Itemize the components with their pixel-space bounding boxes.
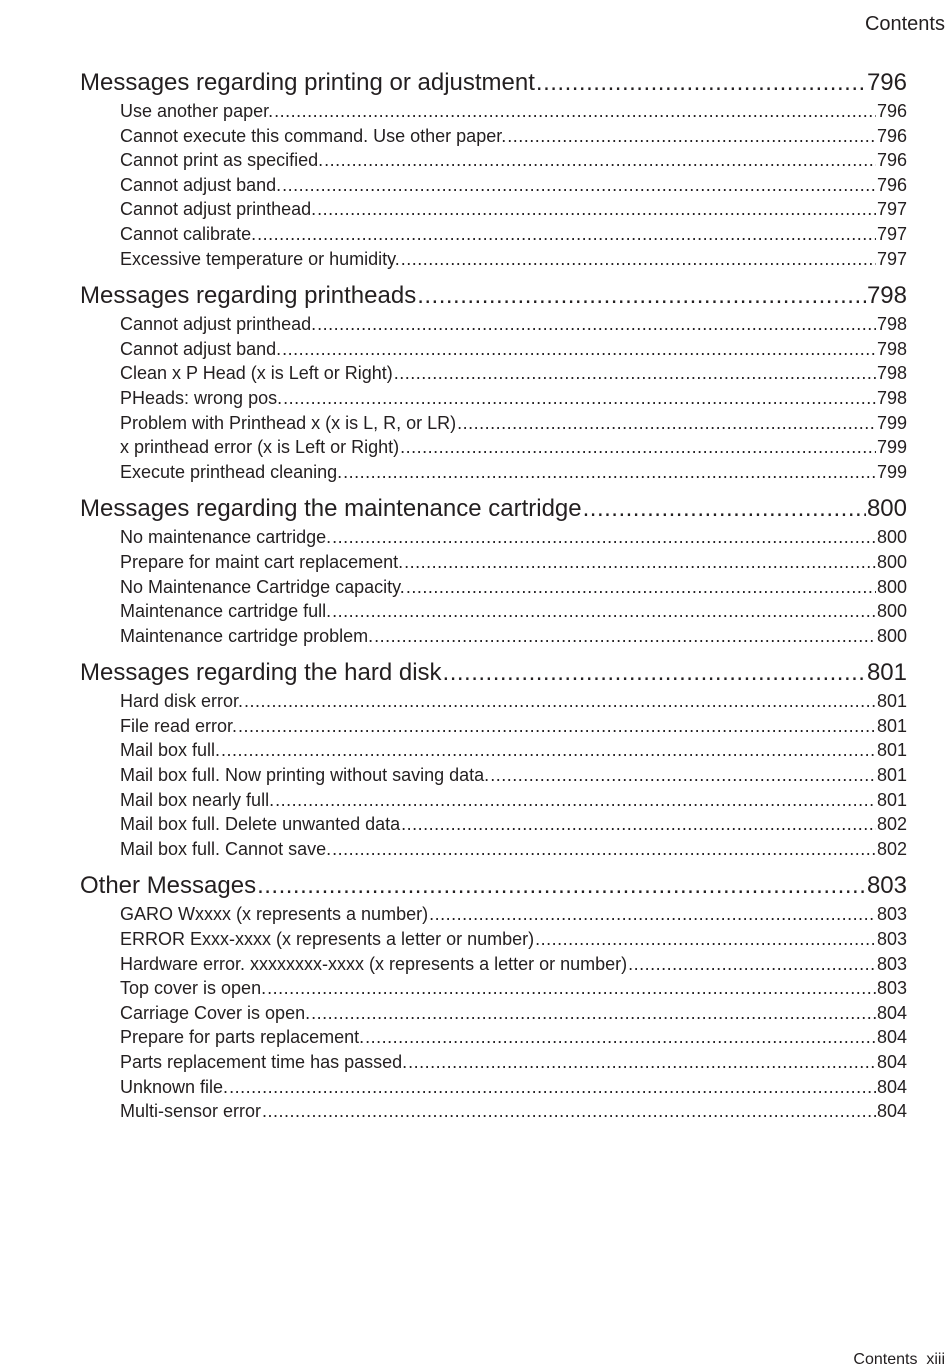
dot-leader [317, 197, 876, 222]
entry-text: Mail box full. Cannot save. [120, 838, 332, 859]
entry-text: Cannot execute this command. Use other paper. [120, 125, 507, 146]
toc-entry[interactable] [80, 222, 907, 247]
toc-entry[interactable] [80, 550, 907, 575]
toc-section [80, 492, 907, 648]
entry-page-number: 797 [876, 199, 907, 220]
entry-page-number: 800 [876, 576, 907, 597]
toc-entry[interactable] [80, 1025, 907, 1050]
section-page-number: 798 [866, 282, 907, 310]
entry-page-number: 803 [876, 929, 907, 950]
entry-page-number: 796 [876, 150, 907, 171]
entry-text: Prepare for parts replacement. [120, 1027, 365, 1048]
entry-text: Mail box nearly full. [120, 789, 275, 810]
toc-entry[interactable] [80, 763, 907, 788]
entry-text: PHeads: wrong pos. [120, 387, 283, 408]
dot-leader [274, 99, 876, 124]
toc-section-heading[interactable] [80, 492, 907, 525]
entry-page-number: 804 [876, 1076, 907, 1097]
entry-page-number: 798 [876, 363, 907, 384]
toc-entry[interactable] [80, 247, 907, 272]
dot-leader [275, 788, 876, 813]
entry-page-number: 802 [876, 814, 907, 835]
entry-page-number: 800 [876, 601, 907, 622]
entry-text: Mail box full. Now printing without saving data. [120, 765, 490, 786]
dot-leader [324, 148, 876, 173]
section-page-number: 801 [866, 659, 907, 687]
entry-page-number: 803 [876, 978, 907, 999]
toc-entry[interactable] [80, 812, 907, 837]
dot-leader [408, 1050, 876, 1075]
toc-section-heading[interactable] [80, 656, 907, 689]
dot-leader [628, 952, 876, 977]
entry-text: Multi-sensor error [120, 1101, 262, 1122]
section-page-number: 796 [866, 69, 907, 96]
toc-entry[interactable] [80, 197, 907, 222]
toc-entry[interactable] [80, 714, 907, 739]
entry-text: Hardware error. xxxxxxxx-xxxx (x represents a letter or number) [120, 953, 628, 974]
toc-entry[interactable] [80, 173, 907, 198]
dot-leader [257, 869, 866, 902]
dot-leader [374, 624, 876, 649]
entry-page-number: 801 [876, 740, 907, 761]
toc-section-heading[interactable] [80, 279, 907, 312]
entry-text: File read error. [120, 715, 238, 736]
dot-leader [583, 492, 866, 525]
entry-page-number: 798 [876, 314, 907, 335]
dot-leader [365, 1025, 876, 1050]
toc-entry[interactable] [80, 689, 907, 714]
dot-leader [221, 738, 876, 763]
entry-text: Unknown file. [120, 1076, 229, 1097]
entry-page-number: 804 [876, 1052, 907, 1072]
toc-section-heading[interactable] [80, 66, 907, 99]
entry-text: Top cover is open. [120, 978, 267, 999]
dot-leader [311, 1001, 876, 1026]
toc-section-heading[interactable] [80, 869, 907, 902]
entry-text: x printhead error (x is Left or Right) [120, 437, 400, 458]
toc-entry[interactable] [80, 1075, 907, 1100]
dot-leader [535, 927, 876, 952]
entry-text: Maintenance cartridge problem. [120, 625, 374, 646]
entry-text: Carriage Cover is open. [120, 1002, 311, 1023]
toc-section [80, 66, 907, 271]
page-header-title: Contents [864, 13, 945, 35]
entry-text: Parts replacement time has passed. [120, 1052, 408, 1072]
dot-leader [443, 656, 866, 689]
entry-text: Cannot adjust printhead. [120, 199, 317, 220]
toc-section [80, 869, 907, 1123]
toc-entry[interactable] [80, 124, 907, 149]
dot-leader [282, 173, 876, 198]
dot-leader [404, 550, 876, 575]
dot-leader [401, 812, 876, 837]
entry-text: Execute printhead cleaning. [120, 461, 343, 482]
toc-entry[interactable] [80, 1050, 907, 1075]
dot-leader [406, 575, 876, 600]
dot-leader [429, 902, 876, 927]
toc-entry[interactable] [80, 927, 907, 952]
entry-page-number: 803 [876, 953, 907, 974]
dot-leader [244, 689, 876, 714]
toc-entry[interactable] [80, 435, 907, 460]
section-title-text: Messages regarding printing or adjustment [80, 69, 535, 96]
entry-text: Cannot adjust band. [120, 338, 282, 359]
toc-entry[interactable] [80, 1001, 907, 1026]
dot-leader [507, 124, 876, 149]
dot-leader [457, 411, 876, 436]
dot-leader [400, 435, 876, 460]
entry-text: Clean x P Head (x is Left or Right) [120, 363, 393, 384]
dot-leader [282, 337, 876, 362]
toc-entry[interactable] [80, 902, 907, 927]
entry-text: Cannot calibrate. [120, 223, 257, 244]
entry-page-number: 804 [876, 1101, 907, 1122]
toc-entry[interactable] [80, 99, 907, 124]
toc-entry[interactable] [80, 525, 907, 550]
entry-page-number: 797 [876, 223, 907, 244]
section-title-text: Messages regarding the maintenance cartridge [80, 495, 582, 523]
entry-page-number: 801 [876, 765, 907, 786]
toc-entry[interactable] [80, 976, 907, 1001]
dot-leader [490, 763, 876, 788]
toc-entry[interactable] [80, 460, 907, 485]
toc-entry[interactable] [80, 599, 907, 624]
entry-page-number: 799 [876, 461, 907, 482]
toc-entry[interactable] [80, 386, 907, 411]
entry-text: Mail box full. Delete unwanted data [120, 814, 401, 835]
entry-text: ERROR Exxx-xxxx (x represents a letter or number) [120, 929, 535, 950]
entry-text: No maintenance cartridge. [120, 527, 332, 548]
toc-entry[interactable] [80, 361, 907, 386]
page-footer: Contents xiii [853, 1351, 945, 1368]
dot-leader [332, 525, 876, 550]
section-title-text: Messages regarding the hard disk [80, 659, 442, 687]
entry-page-number: 798 [876, 338, 907, 359]
entry-text: Excessive temperature or humidity. [120, 248, 400, 269]
entry-text: Hard disk error. [120, 691, 244, 712]
toc-entry[interactable] [80, 952, 907, 977]
entry-page-number: 798 [876, 387, 907, 408]
entry-page-number: 804 [876, 1027, 907, 1048]
toc-entry[interactable] [80, 411, 907, 436]
entry-page-number: 802 [876, 838, 907, 859]
toc-entry[interactable] [80, 738, 907, 763]
toc-entry[interactable] [80, 312, 907, 337]
dot-leader [257, 222, 876, 247]
entry-text: Cannot adjust printhead. [120, 314, 317, 335]
dot-leader [283, 386, 876, 411]
dot-leader [267, 976, 876, 1001]
toc-section [80, 656, 907, 861]
toc-entry[interactable] [80, 788, 907, 813]
toc-section [80, 279, 907, 484]
entry-page-number: 796 [876, 125, 907, 146]
entry-page-number: 800 [876, 527, 907, 548]
dot-leader [343, 460, 876, 485]
entry-page-number: 800 [876, 551, 907, 572]
toc-entry[interactable] [80, 148, 907, 173]
entry-text: Cannot adjust band. [120, 174, 282, 195]
dot-leader [262, 1099, 876, 1124]
dot-leader [332, 599, 876, 624]
table-of-contents [80, 66, 907, 1132]
dot-leader [401, 247, 876, 272]
entry-text: Use another paper. [120, 101, 274, 121]
section-page-number: 803 [866, 872, 907, 900]
entry-text: Prepare for maint cart replacement. [120, 551, 404, 572]
entry-page-number: 804 [876, 1002, 907, 1023]
section-title-text: Other Messages [80, 872, 257, 900]
entry-page-number: 800 [876, 625, 907, 646]
entry-text: Maintenance cartridge full. [120, 601, 332, 622]
entry-page-number: 799 [876, 437, 907, 458]
entry-page-number: 803 [876, 904, 907, 925]
entry-page-number: 796 [876, 101, 907, 121]
dot-leader [332, 837, 876, 862]
dot-leader [417, 279, 866, 312]
entry-text: GARO Wxxxx (x represents a number) [120, 904, 429, 925]
toc-entry[interactable] [80, 624, 907, 649]
section-title-text: Messages regarding printheads [80, 282, 417, 310]
dot-leader [394, 361, 876, 386]
section-page-number: 800 [866, 495, 907, 523]
entry-text: Cannot print as specified. [120, 150, 324, 171]
entry-page-number: 801 [876, 691, 907, 712]
entry-text: Problem with Printhead x (x is L, R, or LR) [120, 412, 457, 433]
dot-leader [238, 714, 876, 739]
dot-leader [317, 312, 876, 337]
entry-page-number: 801 [876, 715, 907, 736]
toc-entry[interactable] [80, 837, 907, 862]
toc-entry[interactable] [80, 1099, 907, 1124]
entry-text: No Maintenance Cartridge capacity. [120, 576, 405, 597]
toc-entry[interactable] [80, 337, 907, 362]
toc-entry[interactable] [80, 575, 907, 600]
entry-page-number: 797 [876, 248, 907, 269]
entry-text: Mail box full. [120, 740, 221, 761]
dot-leader [229, 1075, 876, 1100]
dot-leader [536, 66, 866, 99]
entry-page-number: 796 [876, 174, 907, 195]
entry-page-number: 801 [876, 789, 907, 810]
entry-page-number: 799 [876, 412, 907, 433]
